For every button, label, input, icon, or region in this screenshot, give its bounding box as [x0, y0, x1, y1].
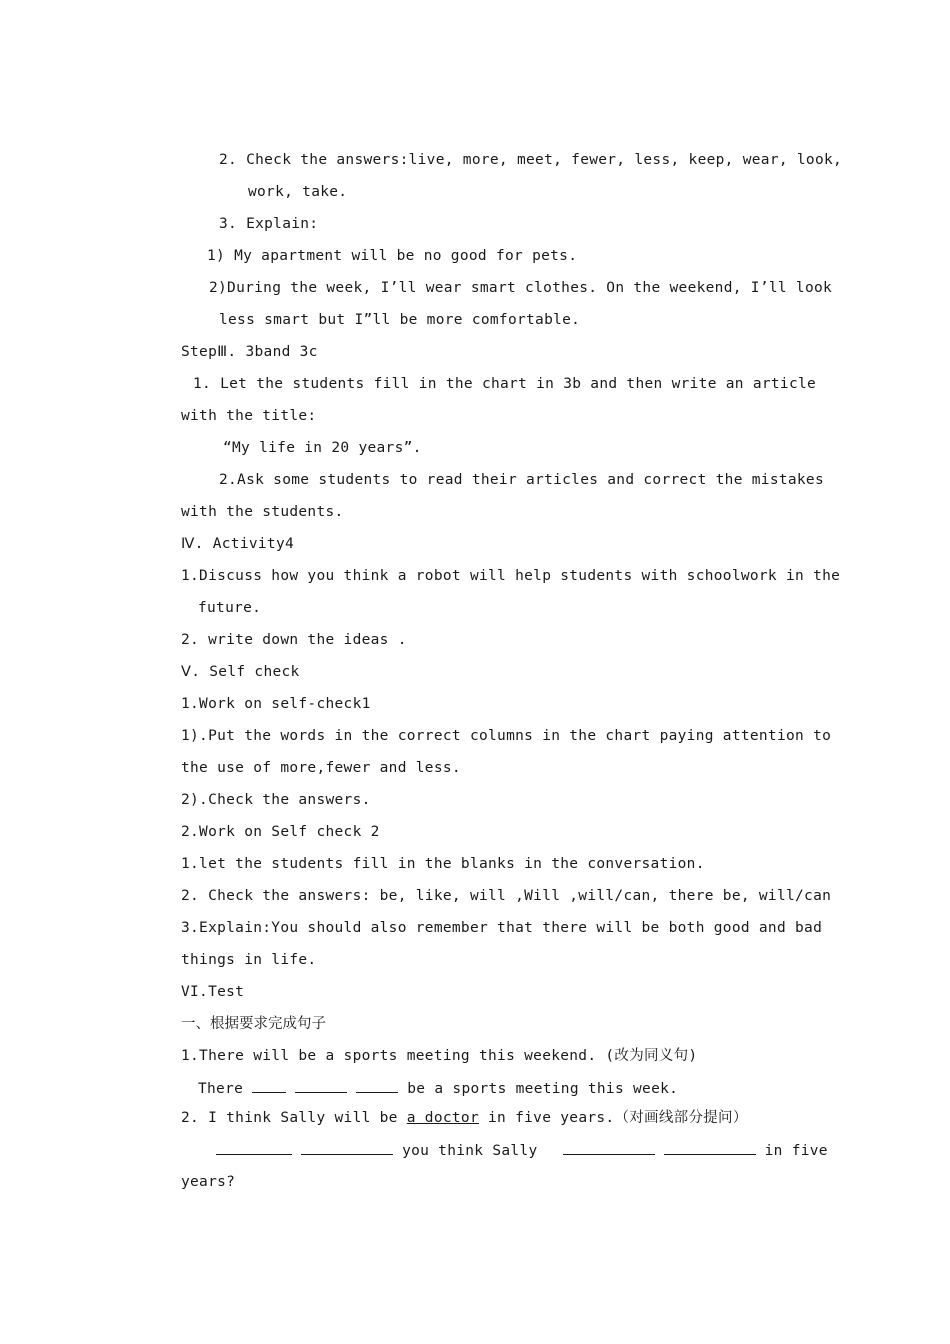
- text-line: “My life in 20 years”.: [223, 440, 422, 456]
- text-line: less smart but I”ll be more comfortable.: [219, 312, 581, 328]
- section-heading: VI.Test: [181, 984, 245, 1000]
- section-heading: 一、根据要求完成句子: [181, 1016, 326, 1032]
- text-line: 2)During the week, I’ll wear smart clothes. On the weekend, I’ll look: [209, 280, 833, 296]
- section-heading: Ⅴ. Self check: [181, 664, 300, 680]
- text-line: with the title:: [181, 408, 317, 424]
- answer-blank[interactable]: [252, 1078, 286, 1093]
- text-line: years?: [181, 1174, 236, 1190]
- answer-start: There: [198, 1081, 244, 1097]
- text-line: with the students.: [181, 504, 344, 520]
- text-line: 1.Work on self-check1: [181, 696, 371, 712]
- text-line: 2).Check the answers.: [181, 792, 371, 808]
- text-line: 1.let the students fill in the blanks in the conversation.: [181, 856, 705, 872]
- text-line: 2. Check the answers: be, like, will ,Will ,will/can, there be, will/can: [181, 888, 832, 904]
- text-line: work, take.: [248, 184, 348, 200]
- question-2: [181, 1108, 814, 1128]
- question-2-prefix: 2. I think Sally will be: [181, 1110, 407, 1126]
- answer-blank[interactable]: [301, 1140, 393, 1155]
- text-line: things in life.: [181, 952, 317, 968]
- section-heading: Ⅳ. Activity4: [181, 536, 295, 552]
- text-line: 1. Let the students fill in the chart in 3b and then write an article: [193, 376, 817, 392]
- answer-blank[interactable]: [295, 1078, 347, 1093]
- text-line: 1.Discuss how you think a robot will help students with schoolwork in the: [181, 568, 841, 584]
- question-1-answer-line: [198, 1078, 831, 1099]
- text-line: the use of more,fewer and less.: [181, 760, 461, 776]
- text-line: 2.Work on Self check 2: [181, 824, 380, 840]
- section-heading: StepⅢ. 3band 3c: [181, 344, 318, 360]
- text-line: 1) My apartment will be no good for pets.: [207, 248, 578, 264]
- answer-blank[interactable]: [356, 1078, 398, 1093]
- question-2-suffix: in five years.（对画线部分提问）: [479, 1110, 748, 1126]
- question-1: 1.There will be a sports meeting this weekend. (改为同义句): [181, 1048, 698, 1064]
- answer-end: in five: [764, 1143, 828, 1159]
- question-2-answer-line: [216, 1140, 828, 1161]
- text-line: 2. Check the answers:live, more, meet, fewer, less, keep, wear, look,: [219, 152, 843, 168]
- text-line: 3. Explain:: [219, 216, 319, 232]
- text-line: 3.Explain:You should also remember that there will be both good and bad: [181, 920, 823, 936]
- answer-end: be a sports meeting this week.: [407, 1081, 679, 1097]
- text-line: 1).Put the words in the correct columns in the chart paying attention to: [181, 728, 832, 744]
- answer-blank[interactable]: [664, 1140, 756, 1155]
- answer-blank[interactable]: [563, 1140, 655, 1155]
- text-line: 2. write down the ideas .: [181, 632, 407, 648]
- underlined-phrase: a doctor: [406, 1110, 479, 1126]
- answer-blank[interactable]: [216, 1140, 292, 1155]
- text-line: 2.Ask some students to read their articles and correct the mistakes: [219, 472, 824, 488]
- text-line: future.: [198, 600, 262, 616]
- answer-middle: you think Sally: [402, 1143, 538, 1159]
